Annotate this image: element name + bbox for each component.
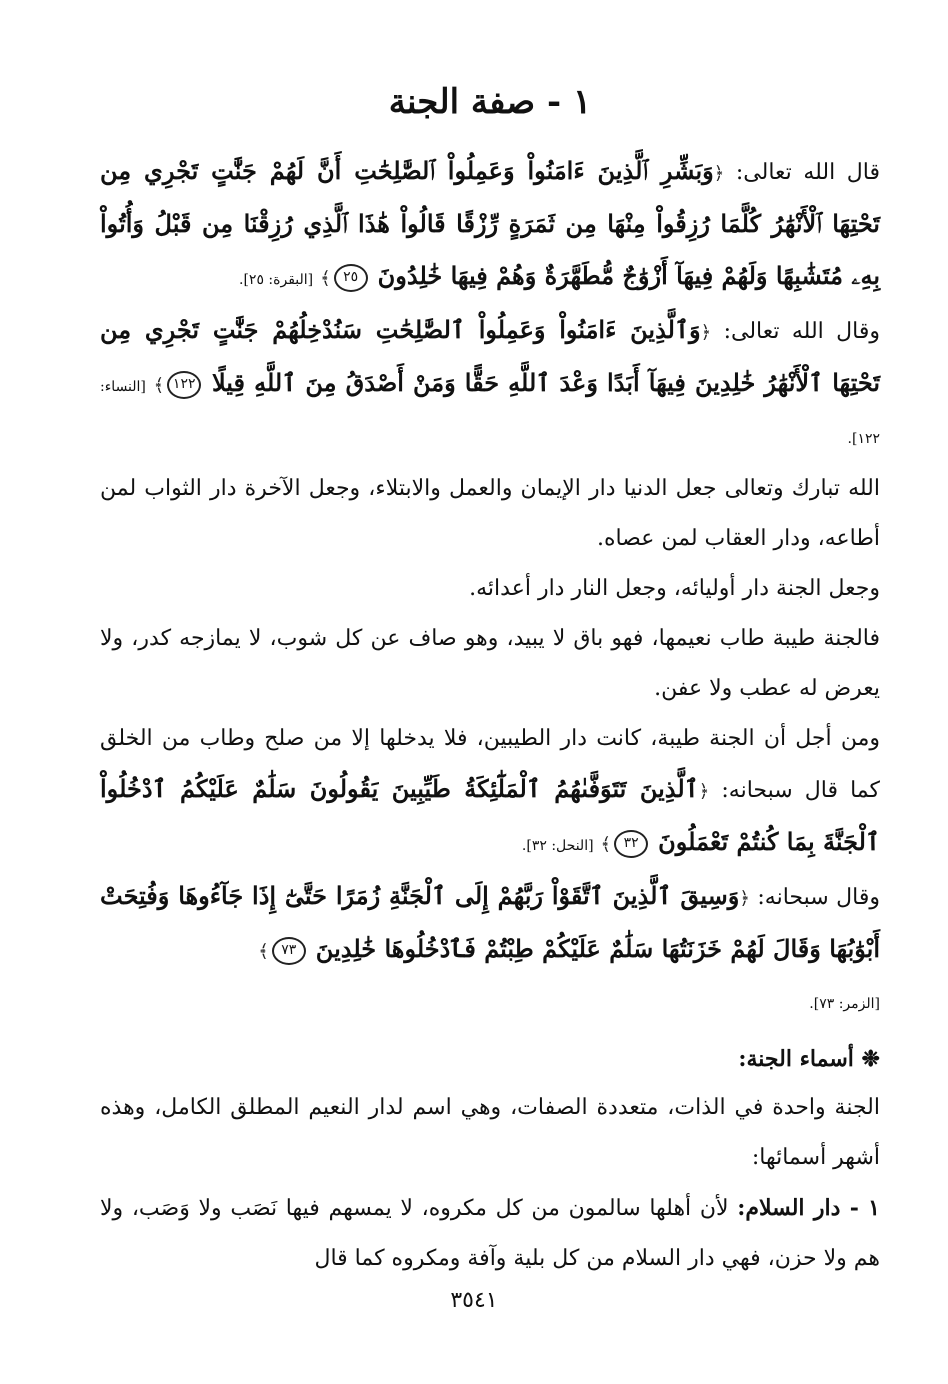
ornament-open: ﴿ [739,888,750,909]
paragraph-dunya-akhirah: الله تبارك وتعالى جعل الدنيا دار الإيمان والعمل والابتلاء، وجعل الآخرة دار الثواب لمن أطاعه، ودار العقاب لمن عصاه. [100,476,880,551]
paragraph-zumar [100,871,880,1029]
intro-text: وقال سبحانه: [757,885,880,910]
section-heading-names: ❉ أسماء الجنة: [738,1046,880,1072]
verse-number-badge: ٧٣ [272,937,306,965]
paragraph-awliya: وجعل الجنة دار أوليائه، وجعل النار دار أعدائه. [469,576,880,601]
intro-text: ومن أجل أن الجنة طيبة، كانت دار الطيبين، فلا يدخلها إلا من صلح وطاب من الخلق كما قال سبحانه: [100,726,880,803]
verse-reference: [البقرة: ٢٥]. [239,272,314,288]
intro-text: قال الله تعالى: [735,160,881,185]
intro-text: وقال الله تعالى: [723,319,880,344]
ornament-close: ﴾ [600,834,612,855]
ornament-close: ﴾ [153,375,165,396]
verse-reference: [النساء: ١٢٢]. [100,379,880,447]
verse-number-badge: ٢٥ [334,264,368,292]
ornament-close: ﴾ [320,268,331,289]
ornament-open: ﴿ [713,163,725,184]
paragraph-nahl [100,714,880,871]
paragraph-names-intro: الجنة واحدة في الذات، متعددة الصفات، وهي اسم لدار النعيم المطلق الكامل، وهذه أشهر أسمائها: [100,1095,880,1170]
page-title: ١ - صفة الجنة [388,82,592,122]
paragraph-dar-assalam [100,1183,880,1284]
page-number: ٣٥٤١ [450,1288,498,1313]
verse-reference: [الزمر: ٧٣]. [809,996,880,1012]
verse-number-badge: ٣٢ [614,830,648,858]
verse-number-badge: ١٢٢ [167,371,201,399]
item-label: ١ - دار السلام: [737,1195,880,1221]
paragraph-baqarah [100,146,880,305]
page-body [100,70,880,1284]
quran-verse: وَٱلَّذِينَ ءَامَنُواْ وَعَمِلُواْ ٱلصَّٰلِحَٰتِ سَنُدْخِلُهُمْ جَنَّٰتٍ تَجْرِي مِن تَحْتِهَا ٱلْأَنْهَٰرُ خَٰلِدِينَ فِيهَآ أَبَدًا وَعْدَ ٱللَّهِ حَقًّا وَمَنْ أَصْدَقُ مِنَ ٱللَّهِ قِيلًا [100,315,881,397]
paragraph-nisa [100,305,880,464]
item-text: لأن أهلها سالمون من كل مكروه، لا يمسهم فيها نَصَب ولا وَصَب، ولا هم ولا حزن، فهي دار السلام من كل بلية وآفة ومكروه كما قال [100,1196,880,1271]
quran-verse: وَسِيقَ ٱلَّذِينَ ٱتَّقَوْاْ رَبَّهُمْ إِلَى ٱلْجَنَّةِ زُمَرًا حَتَّىٰٓ إِذَا جَآءُوهَا وَفُتِحَتْ أَبْوَٰبُهَا وَقَالَ لَهُمْ خَزَنَتُهَا سَلَٰمٌ عَلَيْكُمْ طِبْتُمْ فَٱدْخُلُوهَا خَٰلِدِينَ [100,881,880,963]
quran-verse: ٱلَّذِينَ تَتَوَفَّىٰهُمُ ٱلْمَلَٰٓئِكَةُ طَيِّبِينَ يَقُولُونَ سَلَٰمٌ عَلَيْكُمُ ٱدْخُلُواْ ٱلْجَنَّةَ بِمَا كُنتُمْ تَعْمَلُونَ [100,774,880,856]
ornament-open: ﴿ [700,322,712,343]
quran-verse: وَبَشِّرِ ٱلَّذِينَ ءَامَنُواْ وَعَمِلُواْ ٱلصَّٰلِحَٰتِ أَنَّ لَهُمْ جَنَّٰتٍ تَجْرِي مِن تَحْتِهَا ٱلْأَنْهَٰرُ كُلَّمَا رُزِقُواْ مِنْهَا مِن ثَمَرَةٍ رِّزْقًا قَالُواْ هَٰذَا ٱلَّذِي رُزِقْنَا مِن قَبْلُ وَأُتُواْ بِهِۦ مُتَشَٰبِهًا وَلَهُمْ فِيهَآ أَزْوَٰجٌ مُّطَهَّرَةٌ وَهُمْ فِيهَا خَٰلِدُونَ [100,156,880,290]
ornament-close: ﴾ [258,941,269,962]
ornament-open: ﴿ [698,781,710,802]
paragraph-tayyibah: فالجنة طيبة طاب نعيمها، فهو باق لا يبيد، وهو صاف عن كل شوب، لا يمازجه كدر، ولا يعرض له عطب ولا عفن. [100,626,880,701]
verse-reference: [النحل: ٣٢]. [521,838,594,854]
